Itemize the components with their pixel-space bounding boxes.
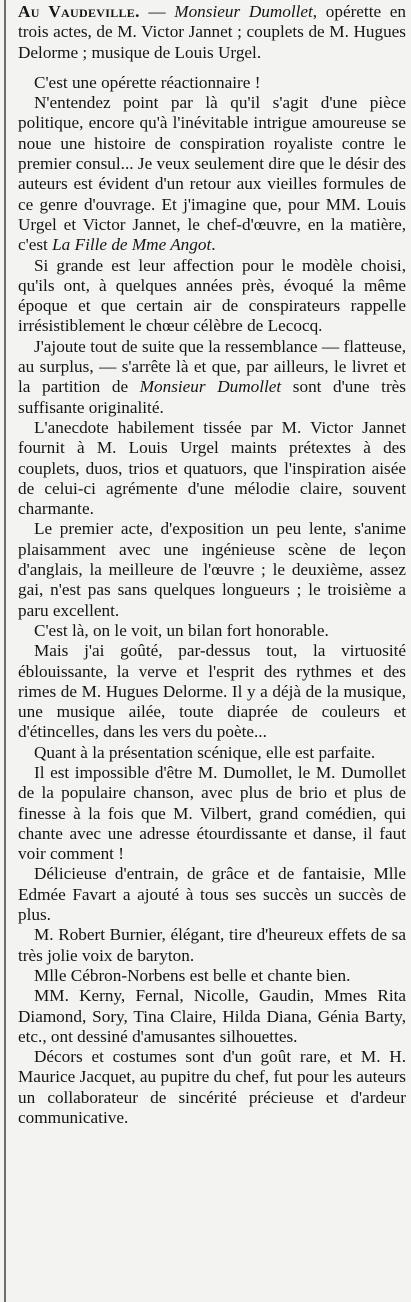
heading-dash: —	[139, 2, 166, 21]
article-heading	[18, 2, 406, 63]
paragraph-text: N'entendez point par là qu'il s'agit d'une pièce politique, encore qu'à l'inévitable intrigue amoureuse se noue une histoire de conspiration royaliste contre le premier consul... Je veux seulement dire que le désir des auteurs est évident d'un retour aux vieilles formules de ce genre d'ouvrage. Et j'imagine que, pour MM. Louis Urgel et Victor Jannet, le chef-d'œuvre, en la matière, c'est	[18, 93, 406, 255]
article-paragraph	[18, 73, 406, 93]
italic-title: La Fille de Mme Angot	[52, 235, 212, 255]
paragraph-text: J'ajoute tout de suite que la ressemblance — flatteuse, au surplus, — s'arrête là et que, par ailleurs, le livret et la partition de	[18, 336, 406, 397]
venue-name: Au Vaudeville.	[18, 2, 140, 21]
article-paragraph	[18, 418, 406, 519]
article-paragraph	[18, 986, 406, 1047]
paragraph-text: M. Robert Burnier, élégant, tire d'heureux effets de sa très jolie voix de baryton.	[18, 925, 406, 965]
article-paragraph	[18, 621, 406, 641]
paragraph-text: Il est impossible d'être M. Dumollet, le M. Dumollet de la populaire chanson, avec plus de brio et plus de finesse à la fois que M. Vilbert, grand comédien, qui chante avec une adresse étourdissante et danse, il faut voir comment !	[18, 762, 406, 864]
theatre-review-article	[18, 2, 406, 1128]
article-paragraph	[18, 743, 406, 763]
article-paragraph	[18, 966, 406, 986]
italic-title: Monsieur Dumollet	[139, 377, 282, 397]
article-paragraph	[18, 337, 406, 418]
paragraph-text: MM. Kerny, Fernal, Nicolle, Gaudin, Mmes Rita Diamond, Sory, Tina Claire, Hilda Diana, Génia Barty, etc., ont dessiné d'amusantes silhouettes.	[18, 986, 406, 1046]
paragraph-text: Mais j'ai goûté, par-dessus tout, la virtuosité éblouissante, la verve et l'esprit des rythmes et des rimes de M. Hugues Delorme. Il y a déjà de la musique, une musique ailée, toute diaprée de couleurs et d'étincelles, dans les vers du poète...	[18, 641, 406, 742]
play-subtitle: , opérette en trois actes, de M. Victor Jannet ; couplets de M. Hugues Delorme ; musique de Louis Urgel.	[18, 2, 407, 62]
article-paragraph	[18, 925, 406, 966]
paragraph-text-tail: sont d'une très suffisante originalité.	[18, 377, 406, 417]
article-paragraph	[18, 864, 406, 925]
paragraph-text: Quant à la présentation scénique, elle est parfaite.	[34, 742, 376, 762]
article-body	[18, 73, 406, 1128]
paragraph-text: Décors et costumes sont d'un goût rare, et M. H. Maurice Jacquet, au pupitre du chef, fut pour les auteurs un collaborateur de sincérité précieuse et d'ardeur communicative.	[18, 1047, 406, 1128]
article-paragraph	[18, 93, 406, 255]
column-rule	[4, 0, 6, 1302]
paragraph-text: Si grande est leur affection pour le modèle choisi, qu'ils ont, à quelques années près, évoqué la même époque et que certain air de conspirateurs rappelle irrésistiblement le chœur célèbre de Lecocq.	[18, 255, 406, 336]
paragraph-text: L'anecdote habilement tissée par M. Victor Jannet fournit à M. Louis Urgel maints prétextes à des couplets, duos, trios et quatuors, que l'inspiration aisée de celui-ci agrémente d'une mélodie claire, souvent charmante.	[18, 417, 406, 519]
paragraph-text-tail: .	[211, 235, 216, 255]
paragraph-text: C'est une opérette réactionnaire !	[34, 72, 261, 92]
article-paragraph	[18, 519, 406, 620]
article-paragraph	[18, 763, 406, 864]
paragraph-text: Le premier acte, d'exposition un peu lente, s'anime plaisamment avec une ingénieuse scène de leçon d'anglais, la meilleure de l'œuvre ; le deuxième, assez gai, n'est pas sans quelques longueurs ; le troisième a paru excellent.	[18, 519, 406, 620]
paragraph-text: Délicieuse d'entrain, de grâce et de fantaisie, Mlle Edmée Favart a ajouté à tous ses succès un succès de plus.	[18, 864, 406, 925]
article-paragraph	[18, 256, 406, 337]
paragraph-text: Mlle Cébron-Norbens est belle et chante bien.	[34, 965, 351, 985]
article-paragraph	[18, 641, 406, 742]
play-title: Monsieur Dumollet	[174, 2, 313, 21]
article-paragraph	[18, 1047, 406, 1128]
paragraph-text: C'est là, on le voit, un bilan fort honorable.	[34, 620, 329, 640]
